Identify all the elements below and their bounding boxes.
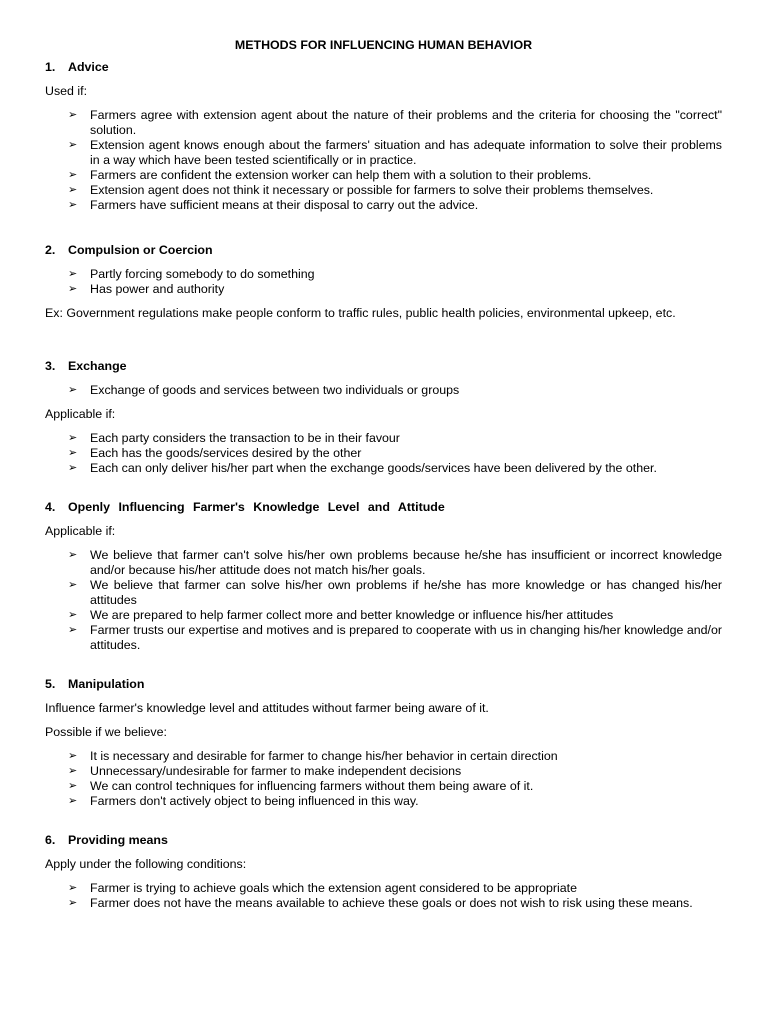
arrow-bullet-icon: ➢ — [68, 462, 78, 474]
list-item: ➢ Farmers are confident the extension worker can help them with a solution to their problems. — [68, 168, 592, 182]
list-item: ➢ We believe that farmer can't solve his/her own problems because he/she has insufficient or incorrect knowledge and/or because his/her attitude does not match his/her goals. — [68, 548, 722, 577]
arrow-bullet-icon: ➢ — [68, 268, 78, 280]
list-item: ➢ Each party considers the transaction to be in their favour — [68, 431, 400, 445]
arrow-bullet-icon: ➢ — [68, 184, 78, 196]
section-heading-manipulation: 5. Manipulation — [45, 677, 145, 691]
section-intro-secondary: Possible if we believe: — [45, 725, 167, 739]
arrow-bullet-icon: ➢ — [68, 624, 78, 636]
bullet-list — [45, 108, 722, 213]
list-item: ➢ Each can only deliver his/her part when the exchange goods/services have been delivered by the other. — [68, 461, 657, 475]
arrow-bullet-icon: ➢ — [68, 169, 78, 181]
list-item: ➢ We can control techniques for influencing farmers without them being aware of it. — [68, 779, 534, 793]
arrow-bullet-icon: ➢ — [68, 750, 78, 762]
arrow-bullet-icon: ➢ — [68, 447, 78, 459]
list-item: ➢ Farmers don't actively object to being influenced in this way. — [68, 794, 419, 808]
bullet-list — [45, 548, 722, 653]
arrow-bullet-icon: ➢ — [68, 765, 78, 777]
arrow-bullet-icon: ➢ — [68, 199, 78, 211]
arrow-bullet-icon: ➢ — [68, 109, 78, 121]
section-heading-advice: 1. Advice — [45, 60, 109, 74]
arrow-bullet-icon: ➢ — [68, 432, 78, 444]
arrow-bullet-icon: ➢ — [68, 549, 78, 561]
bullet-list — [45, 431, 722, 476]
arrow-bullet-icon: ➢ — [68, 579, 78, 591]
section-heading-exchange: 3. Exchange — [45, 359, 127, 373]
bullet-list — [45, 881, 722, 911]
arrow-bullet-icon: ➢ — [68, 897, 78, 909]
list-item: ➢ We believe that farmer can solve his/her own problems if he/she has more knowledge or has changed his/her attitudes — [68, 578, 722, 607]
list-item: ➢ Partly forcing somebody to do something — [68, 267, 315, 281]
list-item: ➢ Farmer is trying to achieve goals which the extension agent considered to be appropriate — [68, 881, 577, 895]
list-item: ➢ Farmer does not have the means available to achieve these goals or does not wish to risk using these means. — [68, 896, 693, 910]
list-item: ➢ Extension agent knows enough about the farmers' situation and has adequate information to solve their problems in a way which have been tested scientifically or in practice. — [68, 138, 722, 167]
list-item: ➢ Has power and authority — [68, 282, 225, 296]
section-note: Ex: Government regulations make people conform to traffic rules, public health policies, environmental upkeep, etc. — [45, 306, 676, 320]
arrow-bullet-icon: ➢ — [68, 882, 78, 894]
arrow-bullet-icon: ➢ — [68, 609, 78, 621]
list-item: ➢ We are prepared to help farmer collect more and better knowledge or influence his/her attitudes — [68, 608, 614, 622]
list-item: ➢ Farmer trusts our expertise and motives and is prepared to cooperate with us in changing his/her knowledge and/or attitudes. — [68, 623, 722, 652]
arrow-bullet-icon: ➢ — [68, 139, 78, 151]
list-item: ➢ It is necessary and desirable for farmer to change his/her behavior in certain direction — [68, 749, 558, 763]
list-item: ➢ Farmers agree with extension agent about the nature of their problems and the criteria for choosing the "correct" solution. — [68, 108, 722, 137]
section-heading-openly-influencing: 4. Openly Influencing Farmer's Knowledge Level and Attitude — [45, 500, 445, 514]
section-intro: Used if: — [45, 84, 88, 98]
arrow-bullet-icon: ➢ — [68, 795, 78, 807]
bullet-list — [45, 267, 722, 297]
list-item: ➢ Farmers have sufficient means at their disposal to carry out the advice. — [68, 198, 479, 212]
section-intro: Apply under the following conditions: — [45, 857, 247, 871]
section-intro: Applicable if: — [45, 524, 116, 538]
list-item: ➢ Each has the goods/services desired by the other — [68, 446, 362, 460]
bullet-list — [45, 749, 722, 809]
list-item: ➢ Unnecessary/undesirable for farmer to make independent decisions — [68, 764, 462, 778]
bullet-list — [45, 383, 722, 398]
list-item: ➢ Extension agent does not think it necessary or possible for farmers to solve their problems themselves. — [68, 183, 654, 197]
arrow-bullet-icon: ➢ — [68, 283, 78, 295]
arrow-bullet-icon: ➢ — [68, 780, 78, 792]
section-intro: Applicable if: — [45, 407, 116, 421]
section-heading-providing-means: 6. Providing means — [45, 833, 168, 847]
arrow-bullet-icon: ➢ — [68, 384, 78, 396]
section-intro: Influence farmer's knowledge level and attitudes without farmer being aware of it. — [45, 701, 489, 715]
document-title: METHODS FOR INFLUENCING HUMAN BEHAVIOR — [234, 38, 533, 52]
section-heading-compulsion: 2. Compulsion or Coercion — [45, 243, 213, 257]
list-item: ➢ Exchange of goods and services between two individuals or groups — [68, 383, 460, 397]
